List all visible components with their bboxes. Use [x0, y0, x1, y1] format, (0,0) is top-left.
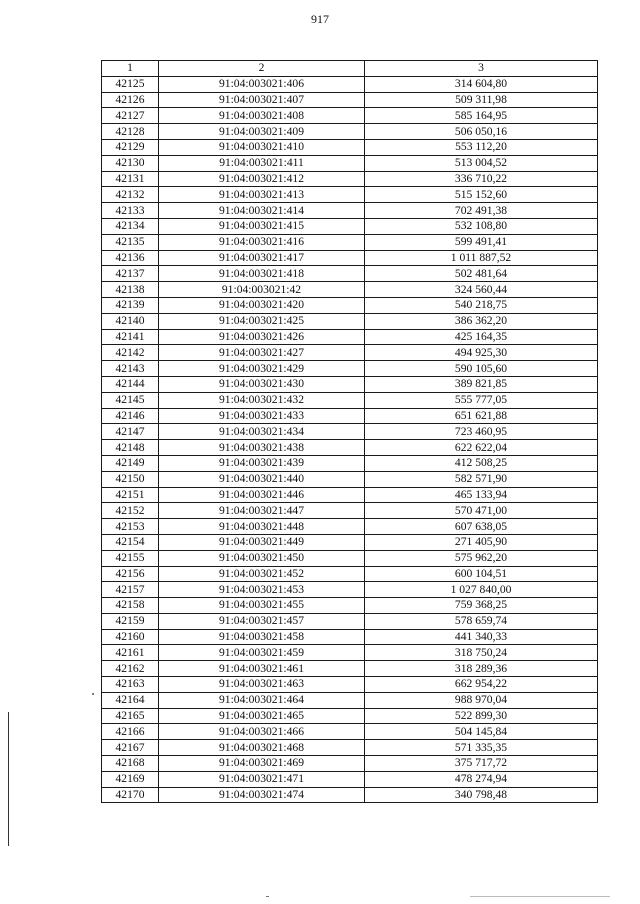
row-number-cell: 42164: [102, 692, 159, 708]
row-number-cell: 42151: [102, 487, 159, 503]
table-row: [102, 550, 598, 566]
table-row: [102, 329, 598, 345]
row-number-cell: 42129: [102, 139, 159, 155]
table-row: [102, 234, 598, 250]
binding-margin-line: [8, 712, 9, 846]
cadastral-number-cell: 91:04:003021:433: [159, 408, 365, 424]
cadastral-value-cell: 506 050,16: [365, 124, 598, 140]
cadastral-value-cell: 412 508,25: [365, 455, 598, 471]
table-row: [102, 424, 598, 440]
table-row: [102, 408, 598, 424]
table-row: [102, 218, 598, 234]
cadastral-number-cell: 91:04:003021:452: [159, 566, 365, 582]
cadastral-value-cell: 425 164,35: [365, 329, 598, 345]
cadastral-value-cell: 578 659,74: [365, 613, 598, 629]
row-number-cell: 42160: [102, 629, 159, 645]
row-number-cell: 42128: [102, 124, 159, 140]
cadastral-value-cell: 988 970,04: [365, 692, 598, 708]
cadastral-value-cell: 575 962,20: [365, 550, 598, 566]
table-row: [102, 108, 598, 124]
cadastral-number-cell: 91:04:003021:448: [159, 519, 365, 535]
cadastral-number-cell: 91:04:003021:447: [159, 503, 365, 519]
cadastral-number-cell: 91:04:003021:469: [159, 756, 365, 772]
cadastral-value-table: [101, 60, 598, 803]
row-number-cell: 42137: [102, 266, 159, 282]
row-number-cell: 42161: [102, 645, 159, 661]
cadastral-number-cell: 91:04:003021:457: [159, 613, 365, 629]
row-number-cell: 42166: [102, 724, 159, 740]
row-number-cell: 42130: [102, 155, 159, 171]
column-header-3: 3: [365, 61, 598, 77]
row-number-cell: 42135: [102, 234, 159, 250]
cadastral-number-cell: 91:04:003021:409: [159, 124, 365, 140]
table-row: [102, 155, 598, 171]
cadastral-number-cell: 91:04:003021:411: [159, 155, 365, 171]
cadastral-value-cell: 1 027 840,00: [365, 582, 598, 598]
cadastral-number-cell: 91:04:003021:434: [159, 424, 365, 440]
table-row: [102, 187, 598, 203]
cadastral-value-cell: 553 112,20: [365, 139, 598, 155]
cadastral-number-cell: 91:04:003021:426: [159, 329, 365, 345]
table-row: [102, 724, 598, 740]
row-number-cell: 42169: [102, 771, 159, 787]
row-number-cell: 42155: [102, 550, 159, 566]
cadastral-value-cell: 318 750,24: [365, 645, 598, 661]
row-number-cell: 42153: [102, 519, 159, 535]
cadastral-value-cell: 340 798,48: [365, 787, 598, 803]
row-number-cell: 42170: [102, 787, 159, 803]
table-row: [102, 376, 598, 392]
row-number-cell: 42148: [102, 440, 159, 456]
cadastral-number-cell: 91:04:003021:429: [159, 361, 365, 377]
cadastral-number-cell: 91:04:003021:413: [159, 187, 365, 203]
cadastral-value-cell: 651 621,88: [365, 408, 598, 424]
cadastral-number-cell: 91:04:003021:463: [159, 677, 365, 693]
row-number-cell: 42139: [102, 297, 159, 313]
cadastral-value-cell: 504 145,84: [365, 724, 598, 740]
row-number-cell: 42125: [102, 76, 159, 92]
cadastral-value-cell: 522 899,30: [365, 708, 598, 724]
cadastral-number-cell: 91:04:003021:438: [159, 440, 365, 456]
table-row: [102, 503, 598, 519]
cadastral-number-cell: 91:04:003021:465: [159, 708, 365, 724]
row-number-cell: 42134: [102, 218, 159, 234]
cadastral-number-cell: 91:04:003021:416: [159, 234, 365, 250]
row-number-cell: 42145: [102, 392, 159, 408]
cadastral-number-cell: 91:04:003021:439: [159, 455, 365, 471]
row-number-cell: 42142: [102, 345, 159, 361]
cadastral-number-cell: 91:04:003021:420: [159, 297, 365, 313]
cadastral-value-cell: 318 289,36: [365, 661, 598, 677]
cadastral-number-cell: 91:04:003021:406: [159, 76, 365, 92]
cadastral-number-cell: 91:04:003021:417: [159, 250, 365, 266]
row-number-cell: 42140: [102, 313, 159, 329]
table-row: [102, 787, 598, 803]
table-row: [102, 282, 598, 298]
cadastral-value-cell: 389 821,85: [365, 376, 598, 392]
column-header-2: 2: [159, 61, 365, 77]
cadastral-value-cell: 599 491,41: [365, 234, 598, 250]
table-row: [102, 487, 598, 503]
cadastral-value-cell: 465 133,94: [365, 487, 598, 503]
table-body: [102, 76, 598, 803]
table-row: [102, 613, 598, 629]
table-row: [102, 677, 598, 693]
row-number-cell: 42159: [102, 613, 159, 629]
cadastral-value-cell: 585 164,95: [365, 108, 598, 124]
cadastral-number-cell: 91:04:003021:407: [159, 92, 365, 108]
cadastral-number-cell: 91:04:003021:466: [159, 724, 365, 740]
cadastral-number-cell: 91:04:003021:458: [159, 629, 365, 645]
table-row: [102, 582, 598, 598]
cadastral-value-cell: 759 368,25: [365, 598, 598, 614]
cadastral-number-cell: 91:04:003021:468: [159, 740, 365, 756]
row-number-cell: 42127: [102, 108, 159, 124]
cadastral-number-cell: 91:04:003021:464: [159, 692, 365, 708]
row-number-cell: 42154: [102, 534, 159, 550]
table-row: [102, 629, 598, 645]
cadastral-number-cell: 91:04:003021:440: [159, 471, 365, 487]
row-number-cell: 42157: [102, 582, 159, 598]
table-row: [102, 566, 598, 582]
row-number-cell: 42143: [102, 361, 159, 377]
cadastral-value-cell: 662 954,22: [365, 677, 598, 693]
cadastral-value-cell: 590 105,60: [365, 361, 598, 377]
column-header-1: 1: [102, 61, 159, 77]
cadastral-number-cell: 91:04:003021:418: [159, 266, 365, 282]
cadastral-value-cell: 540 218,75: [365, 297, 598, 313]
table-row: [102, 345, 598, 361]
cadastral-value-cell: 324 560,44: [365, 282, 598, 298]
row-number-cell: 42141: [102, 329, 159, 345]
cadastral-number-cell: 91:04:003021:471: [159, 771, 365, 787]
cadastral-value-cell: 607 638,05: [365, 519, 598, 535]
table-row: [102, 471, 598, 487]
row-number-cell: 42163: [102, 677, 159, 693]
table-row: [102, 392, 598, 408]
table-row: [102, 76, 598, 92]
table-row: [102, 534, 598, 550]
table-row: [102, 771, 598, 787]
cadastral-value-cell: 314 604,80: [365, 76, 598, 92]
row-number-cell: 42152: [102, 503, 159, 519]
cadastral-number-cell: 91:04:003021:412: [159, 171, 365, 187]
cadastral-value-cell: 570 471,00: [365, 503, 598, 519]
table-row: [102, 313, 598, 329]
row-number-cell: 42146: [102, 408, 159, 424]
cadastral-number-cell: 91:04:003021:408: [159, 108, 365, 124]
row-number-cell: 42168: [102, 756, 159, 772]
table-row: [102, 661, 598, 677]
cadastral-value-cell: 502 481,64: [365, 266, 598, 282]
table-row: [102, 519, 598, 535]
row-number-cell: 42158: [102, 598, 159, 614]
table-row: [102, 740, 598, 756]
cadastral-number-cell: 91:04:003021:42: [159, 282, 365, 298]
row-number-cell: 42126: [102, 92, 159, 108]
cadastral-number-cell: 91:04:003021:450: [159, 550, 365, 566]
table-row: [102, 361, 598, 377]
cadastral-value-cell: 571 335,35: [365, 740, 598, 756]
scan-speck: [92, 693, 94, 695]
table-row: [102, 171, 598, 187]
row-number-cell: 42144: [102, 376, 159, 392]
cadastral-value-cell: 386 362,20: [365, 313, 598, 329]
table-row: [102, 440, 598, 456]
table-row: [102, 203, 598, 219]
cadastral-value-cell: 336 710,22: [365, 171, 598, 187]
cadastral-number-cell: 91:04:003021:410: [159, 139, 365, 155]
cadastral-number-cell: 91:04:003021:461: [159, 661, 365, 677]
cadastral-value-cell: 441 340,33: [365, 629, 598, 645]
cadastral-value-cell: 555 777,05: [365, 392, 598, 408]
scan-smudge: [266, 896, 269, 897]
cadastral-value-cell: 622 622,04: [365, 440, 598, 456]
cadastral-value-cell: 702 491,38: [365, 203, 598, 219]
row-number-cell: 42162: [102, 661, 159, 677]
table-row: [102, 92, 598, 108]
cadastral-number-cell: 91:04:003021:453: [159, 582, 365, 598]
table-row: [102, 645, 598, 661]
row-number-cell: 42167: [102, 740, 159, 756]
table-row: [102, 708, 598, 724]
row-number-cell: 42156: [102, 566, 159, 582]
table-header-row: [102, 61, 598, 77]
cadastral-value-cell: 1 011 887,52: [365, 250, 598, 266]
table-row: [102, 692, 598, 708]
table-row: [102, 756, 598, 772]
table-row: [102, 297, 598, 313]
cadastral-value-cell: 532 108,80: [365, 218, 598, 234]
cadastral-value-cell: 478 274,94: [365, 771, 598, 787]
row-number-cell: 42138: [102, 282, 159, 298]
cadastral-number-cell: 91:04:003021:446: [159, 487, 365, 503]
cadastral-number-cell: 91:04:003021:427: [159, 345, 365, 361]
cadastral-value-cell: 513 004,52: [365, 155, 598, 171]
table-row: [102, 455, 598, 471]
cadastral-number-cell: 91:04:003021:415: [159, 218, 365, 234]
row-number-cell: 42132: [102, 187, 159, 203]
cadastral-number-cell: 91:04:003021:449: [159, 534, 365, 550]
cadastral-value-cell: 375 717,72: [365, 756, 598, 772]
table-row: [102, 250, 598, 266]
row-number-cell: 42131: [102, 171, 159, 187]
cadastral-number-cell: 91:04:003021:425: [159, 313, 365, 329]
cadastral-number-cell: 91:04:003021:432: [159, 392, 365, 408]
cadastral-value-cell: 515 152,60: [365, 187, 598, 203]
page-number: 917: [311, 12, 329, 26]
cadastral-value-cell: 600 104,51: [365, 566, 598, 582]
row-number-cell: 42150: [102, 471, 159, 487]
scan-smudge: [470, 896, 610, 897]
row-number-cell: 42165: [102, 708, 159, 724]
cadastral-value-cell: 582 571,90: [365, 471, 598, 487]
cadastral-number-cell: 91:04:003021:430: [159, 376, 365, 392]
cadastral-value-cell: 494 925,30: [365, 345, 598, 361]
cadastral-value-cell: 509 311,98: [365, 92, 598, 108]
table-row: [102, 598, 598, 614]
table-row: [102, 266, 598, 282]
cadastral-number-cell: 91:04:003021:474: [159, 787, 365, 803]
cadastral-value-cell: 723 460,95: [365, 424, 598, 440]
row-number-cell: 42136: [102, 250, 159, 266]
table-row: [102, 124, 598, 140]
cadastral-number-cell: 91:04:003021:455: [159, 598, 365, 614]
cadastral-value-cell: 271 405,90: [365, 534, 598, 550]
row-number-cell: 42147: [102, 424, 159, 440]
cadastral-number-cell: 91:04:003021:459: [159, 645, 365, 661]
row-number-cell: 42149: [102, 455, 159, 471]
table-row: [102, 139, 598, 155]
cadastral-number-cell: 91:04:003021:414: [159, 203, 365, 219]
row-number-cell: 42133: [102, 203, 159, 219]
